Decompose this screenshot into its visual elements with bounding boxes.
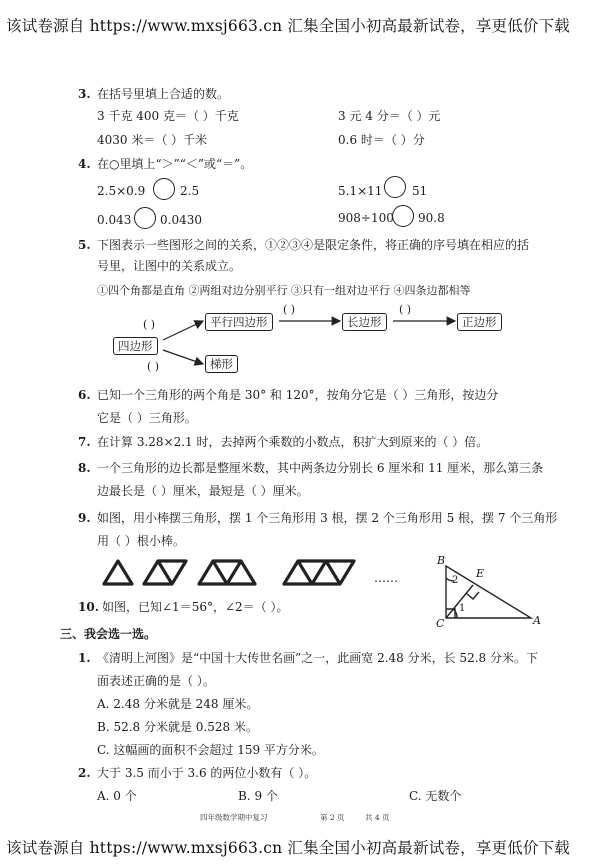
s1-number: 1. bbox=[78, 651, 91, 665]
q9-number: 9. bbox=[78, 511, 91, 525]
q4-a-left: 2.5×0.9 bbox=[97, 184, 146, 198]
s1-option-a[interactable]: A. 2.48 分米就是 248 厘米。 bbox=[97, 697, 259, 711]
q4-d-left: 908÷100 bbox=[338, 211, 394, 225]
s2-option-c[interactable]: C. 无数个 bbox=[409, 789, 462, 803]
label-angle-1: 1 bbox=[459, 603, 466, 614]
label-c: C bbox=[436, 617, 445, 630]
q4-b-left: 5.1×11 bbox=[338, 184, 383, 198]
q4-stem: 在○里填上“＞”“＜”或“＝”。 bbox=[97, 157, 253, 171]
paren-rect-square[interactable]: ( ) bbox=[399, 303, 412, 316]
q3-number: 3. bbox=[78, 87, 91, 101]
s1-line1: 《清明上河图》是“中国十大传世名画”之一，此画宽 2.48 分米，长 52.8 分米。下 bbox=[97, 651, 538, 665]
q6-line2: 它是（ ）三角形。 bbox=[97, 411, 197, 425]
q10-number: 10. bbox=[78, 600, 99, 614]
s1-option-c[interactable]: C. 这幅画的面积不会超过 159 平方分米。 bbox=[97, 743, 324, 757]
s2-option-b[interactable]: B. 9 个 bbox=[238, 789, 278, 803]
node-rectangle: 长边形 bbox=[342, 313, 387, 331]
q4-c-left: 0.043 bbox=[97, 213, 132, 227]
paren-para-rect[interactable]: ( ) bbox=[283, 303, 296, 316]
q5-number: 5. bbox=[78, 238, 91, 252]
q9-line1: 如图，用小棒摆三角形，摆 1 个三角形用 3 根，摆 2 个三角形用 5 根，摆 7 个三角形 bbox=[97, 511, 558, 525]
s2-number: 2. bbox=[78, 766, 91, 780]
q4-d-right: 90.8 bbox=[418, 211, 445, 225]
node-square: 正边形 bbox=[457, 313, 502, 331]
q6-line1: 已知一个三角形的两个角是 30° 和 120°，按角分它是（ ）三角形，按边分 bbox=[97, 388, 499, 402]
q8-line2: 边最长是（ ）厘米，最短是（ ）厘米。 bbox=[97, 484, 309, 498]
s2-text: 大于 3.5 而小于 3.6 的两位小数有（ ）。 bbox=[97, 766, 317, 780]
s2-option-a[interactable]: A. 0 个 bbox=[97, 789, 137, 803]
paren-quad-trap[interactable]: ( ) bbox=[147, 360, 160, 373]
q3-item-a: 3 千克 400 克＝（ ）千克 bbox=[97, 109, 239, 123]
top-banner: 该试卷源自 https://www.mxsj663.cn 汇集全国小初高最新试卷，享更低价下载 bbox=[6, 17, 571, 35]
footer-title: 四年级数学期中复习 bbox=[200, 813, 268, 822]
q3-stem: 在括号里填上合适的数。 bbox=[97, 87, 230, 101]
q3-item-d: 0.6 时＝（ ）分 bbox=[338, 133, 425, 147]
paren-quad-para[interactable]: ( ) bbox=[143, 318, 156, 331]
bottom-banner: 该试卷源自 https://www.mxsj663.cn 汇集全国小初高最新试卷，享更低价下载 bbox=[6, 839, 571, 857]
node-quadrilateral: 四边形 bbox=[113, 337, 158, 355]
q7-text: 在计算 3.28×2.1 时，去掉两个乘数的小数点，积扩大到原来的（ ）倍。 bbox=[97, 435, 489, 449]
q6-number: 6. bbox=[78, 388, 91, 402]
q4-c-right: 0.0430 bbox=[160, 213, 202, 227]
label-a: A bbox=[533, 614, 541, 627]
q5-conditions: ①四个角都是直角 ②两组对边分别平行 ③只有一组对边平行 ④四条边都相等 bbox=[97, 284, 471, 297]
q7-number: 7. bbox=[78, 435, 91, 449]
q4-b-right: 51 bbox=[412, 184, 428, 198]
label-angle-2: 2 bbox=[452, 575, 459, 586]
q4-number: 4. bbox=[78, 157, 91, 171]
s1-line2: 面表述正确的是（ ）。 bbox=[97, 674, 215, 688]
node-trapezoid: 梯形 bbox=[205, 355, 238, 373]
label-b: B bbox=[437, 554, 446, 567]
node-parallelogram: 平行四边形 bbox=[205, 313, 273, 331]
q3-item-b: 3 元 4 分＝（ ）元 bbox=[338, 109, 441, 123]
label-e: E bbox=[476, 567, 485, 580]
q9-ellipsis: …… bbox=[374, 571, 398, 585]
s1-option-b[interactable]: B. 52.8 分米就是 0.528 米。 bbox=[97, 720, 258, 734]
footer-total: 共 4 页 bbox=[365, 813, 390, 822]
right-angle-e bbox=[466, 592, 479, 599]
q9-line2: 用（ ）根小棒。 bbox=[97, 534, 185, 548]
q8-number: 8. bbox=[78, 461, 91, 475]
q10-text: 如图，已知∠1＝56°，∠2＝（ ）。 bbox=[102, 600, 289, 614]
q4-a-right: 2.5 bbox=[180, 184, 200, 198]
footer-page: 第 2 页 bbox=[320, 813, 345, 822]
q8-line1: 一个三角形的边长都是整厘米数，其中两条边分别长 6 厘米和 11 厘米，那么第三条 bbox=[97, 461, 544, 475]
q5-line1: 下图表示一些图形之间的关系，①②③④是限定条件，将正确的序号填在相应的括 bbox=[97, 238, 530, 252]
section-3-title: 三、我会选一选。 bbox=[60, 627, 157, 641]
q5-line2: 号里，让图中的关系成立。 bbox=[97, 259, 242, 273]
q3-item-c: 4030 米＝（ ）千米 bbox=[97, 133, 208, 147]
